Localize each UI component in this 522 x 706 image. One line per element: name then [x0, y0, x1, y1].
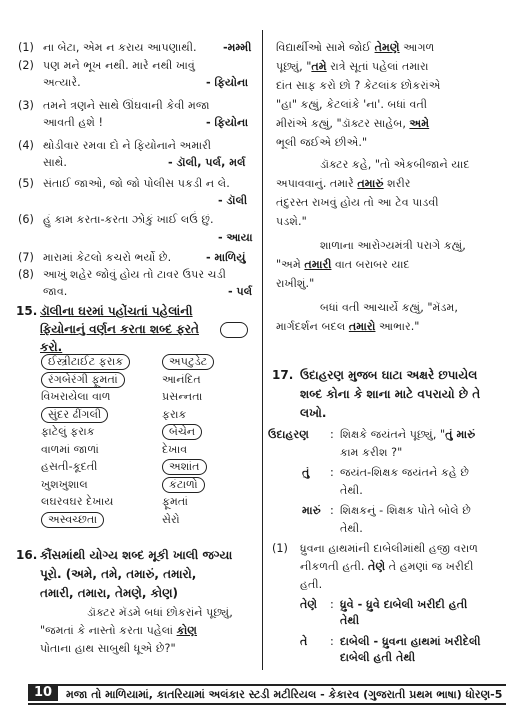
paragraph-line: મીરાંએ કહ્યું, "ડૉક્ટર સાહેબ, અમે: [276, 117, 430, 130]
question-line: શબ્દ કોના કે શાના માટે વપરાયો છે તે: [300, 387, 481, 401]
page-number: 10: [28, 684, 58, 701]
answer-word: તમારો: [348, 320, 376, 333]
example-bold-word: તું મારું: [445, 428, 476, 441]
dialogue-speaker: - આયા: [218, 231, 253, 244]
dialogue-text: હું કામ કરતા-કરતા ઝોકું ખાઈ લઉં છું.: [43, 213, 214, 226]
dialogue-2: [18, 58, 249, 89]
word-circled[interactable]: બેચેન: [162, 424, 202, 440]
dialogue-speaker: - પર્લ: [228, 285, 253, 298]
dialogue-4: [18, 138, 246, 169]
dialogue-speaker: - ડૉલી: [218, 194, 248, 207]
paragraph-line: વિદ્યાર્થીઓ સામે જોઈ તેમણે આગળ: [276, 41, 435, 54]
paragraph-line: પોતાના હાથ સાબુથી ધૂએ છે?": [40, 642, 176, 655]
word[interactable]: પ્રસન્નતા: [162, 390, 203, 403]
dialogue-speaker: - ડૉલી, પર્લ, મર્લ: [168, 156, 246, 169]
dialogue-1: [18, 40, 252, 55]
word[interactable]: ખુશખુશાલ: [41, 477, 88, 491]
question-line: ડૉલીના ઘરમાં પહોંચતાં પહેલાંની: [40, 304, 193, 318]
word[interactable]: આનંદિત: [162, 372, 201, 386]
dialogue-number: (7): [18, 251, 34, 264]
column-divider: [262, 30, 263, 670]
question-number: 15.: [16, 304, 38, 318]
word-circled[interactable]: ઈસ્ત્રીટાઈટ ફરાક: [41, 354, 130, 370]
page-footer: [28, 684, 506, 705]
word[interactable]: ફરાક: [162, 407, 187, 421]
dialogue-text: તમને ત્રણને સાથે ઊંઘવાની કેવી મજા: [43, 99, 210, 112]
paragraph-line: દાંત સાફ કરો છો ? કેટલાંક છોકરાંએ: [276, 79, 441, 92]
question-15-heading: [16, 302, 199, 354]
paragraph-line: ડૉક્ટર મૅડમે બધાં છોકરાંને પૂછ્યું,: [87, 606, 233, 619]
paragraph-line: [40, 623, 197, 638]
word[interactable]: હસતી-કૂદતી: [41, 460, 98, 473]
dialogue-5: [18, 176, 248, 207]
word[interactable]: વાળમાં જાળાં: [41, 442, 99, 456]
word-grid-left: [41, 354, 130, 529]
word[interactable]: ફાટેલું ફરાક: [41, 425, 95, 438]
circle-symbol: [220, 322, 248, 338]
dialogue-text-line2: આવતી હશે !: [43, 116, 103, 129]
item-1-answer-1: તેણે : ધ્રુવે - ધ્રુવે દાબેલી ખરીદી હતી તેથી: [300, 598, 468, 627]
paragraph-line: ભૂલી જઈએ છીએ.": [276, 136, 368, 149]
question-number: 17.: [272, 368, 294, 382]
dialogue-text-line2: અત્યારે.: [43, 76, 81, 89]
dialogue-text: થોડીવાર રમવા દો ને ફિયોનાને અમારી: [43, 139, 212, 152]
answer-word: અમે: [409, 117, 430, 130]
question-line: કરો.: [40, 340, 63, 354]
word-circled[interactable]: સુંદર ઢીંગલી: [41, 407, 108, 423]
example-answer-tu: તું : જયંત-શિક્ષક જયંતને કહે છે તેથી.: [302, 466, 470, 497]
item-1: (1) ધ્રુવના હાથમાંની દાબેલીમાંથી હજી વરાળ નીકળતી હતી. તેણે તે હમણાં જ ખરીદી હતી.: [272, 542, 478, 591]
dialogue-text: મારામાં કેટલો કચરો ભર્યો છે.: [43, 251, 172, 264]
dialogue-text-line2: જાવ.: [43, 285, 68, 298]
dialogue-number: (2): [18, 59, 34, 72]
word-circled[interactable]: અશાંત: [162, 459, 207, 475]
word[interactable]: વિખરાયેલા વાળ: [41, 390, 111, 403]
dialogue-number: (3): [18, 99, 34, 112]
answer-word: તમારી: [304, 258, 332, 271]
dialogue-number: (6): [18, 213, 34, 226]
answer-label: તું: [302, 466, 310, 479]
word[interactable]: લઘરવઘર દેખાય: [41, 495, 114, 508]
example-answer-maru: મારું : શિક્ષકનું - શિક્ષક પોતે બોલે છે તેથી.: [302, 504, 471, 535]
item-number: (1): [272, 542, 288, 555]
dialogue-text: પણ મને ભૂખ નથી. મારે નથી ખાવું: [43, 59, 195, 72]
dialogue-speaker: - ફિયોના: [206, 116, 249, 129]
word-grid-right: [162, 354, 214, 529]
dialogue-number: (5): [18, 177, 34, 190]
dialogue-number: (4): [18, 139, 34, 152]
word-circled[interactable]: અપટુડેટ: [162, 354, 214, 370]
bold-word: તેણે: [368, 560, 386, 573]
paragraph-line: બધાં વતી આચાર્યે કહ્યું, "મૅડમ,: [320, 301, 458, 314]
word-circled[interactable]: અસ્વચ્છતા: [41, 512, 104, 528]
paragraph-line: પડશે.": [276, 215, 307, 228]
question-line: ફિયોનાનું વર્ણન કરતા શબ્દ ફરતે: [40, 322, 199, 336]
paragraph-line: "અમે તમારી વાત બરાબર યાદ: [276, 258, 410, 271]
paragraph-line: પૂછ્યું, "તમે રાત્રે સૂતાં પહેલાં તમારા: [276, 60, 429, 73]
paragraph-line: શાળાના આરોગ્યમંત્રી પરાગે કહ્યું,: [320, 239, 466, 252]
word-circled[interactable]: રંગબેરંગી ફૂમતાં: [41, 372, 125, 388]
question-line: પૂરો. (અમે, તમે, તમારું, તમારો,: [40, 567, 197, 581]
example-label: ઉદાહરણ: [268, 428, 309, 441]
question-line: તમારી, તમારા, તેમણે, કોણ): [40, 586, 179, 600]
dialogue-text: ના બેટા, એમ ન કરાય આપણાથી.: [43, 41, 197, 54]
dialogue-speaker: - ફિયોના: [206, 76, 249, 89]
question-16-heading: [16, 546, 233, 600]
dialogue-speaker: -મમ્મી: [223, 41, 252, 54]
word[interactable]: ફૂમતાં: [162, 495, 189, 508]
item-1-answer-2: તે : દાબેલી - ધ્રુવના હાથમાં ખરીદેલી દાબેલી હતી તેથી: [300, 635, 481, 664]
word[interactable]: સેરો: [162, 512, 180, 526]
example-row: ઉદાહરણ : શિક્ષકે જયંતને પૂછ્યું, "તું મારું કામ કરીશ ?": [268, 428, 476, 459]
text-run: "જમતાં કે નાસ્તો કરતા પહેલાં: [40, 624, 177, 637]
dialogue-7: [18, 250, 246, 265]
answer-label: તે: [300, 635, 308, 648]
paragraph-line: તંદુરસ્ત રાખવું હોય તો આ ટેવ પાડવી: [276, 196, 439, 209]
word[interactable]: દેખાવ: [162, 442, 188, 456]
dialogue-text: આખું શહેર જોવું હોય તો ટાવર ઉપર ચડી: [43, 268, 226, 281]
dialogue-number: (1): [18, 41, 34, 54]
question-17-heading: [272, 366, 481, 420]
paragraph-line: અપાવવાનું. તમારે તમારું શરીર: [276, 177, 411, 190]
answer-label: મારું: [302, 504, 321, 517]
paragraph-line: "હા" કહ્યું, કેટલાંકે 'ના'. બધાં વતી: [276, 98, 428, 111]
dialogue-text-line2: સાથે.: [43, 156, 67, 169]
answer-word: તેમણે: [374, 41, 400, 54]
question-line: ઉદાહરણ મુજબ ઘાટા અક્ષરે છપાયેલ: [300, 368, 478, 382]
answer-word: કોણ: [176, 624, 198, 637]
paragraph-line: ડૉક્ટર કહે, "તો એકબીજાને યાદ: [320, 158, 470, 171]
question-number: 16.: [16, 548, 38, 562]
dialogue-3: [18, 98, 249, 129]
dialogue-6: [18, 212, 253, 244]
answer-label: તેણે: [300, 598, 318, 611]
dialogue-text: સંતાઈ જાઓ, જો જો પોલીસ પકડી ન લે.: [43, 177, 230, 190]
dialogue-speaker: - માળિયું: [206, 251, 246, 264]
answer-word: તમારું: [357, 177, 384, 190]
dialogue-number: (8): [18, 268, 34, 281]
answer-word: તમે: [311, 60, 327, 73]
question-line: કૌંસમાંથી યોગ્ય શબ્દ મૂકી ખાલી જગ્યા: [40, 548, 233, 562]
dialogue-8: [18, 267, 253, 298]
paragraph-line: રાખીશું.": [276, 277, 315, 290]
question-line: લખો.: [300, 406, 327, 420]
footer-text: મજા તો માળિયામાં, કાતરિયામાં અલંકાર સ્ટડી મટીરિયલ - કેકારવ (ગુજરાતી પ્રથમ ભાષા) ધોરણ-5: [66, 688, 503, 701]
word-circled[interactable]: કંટાળો: [162, 477, 205, 493]
paragraph-line: માર્ગદર્શન બદલ તમારો આભાર.": [276, 320, 420, 333]
